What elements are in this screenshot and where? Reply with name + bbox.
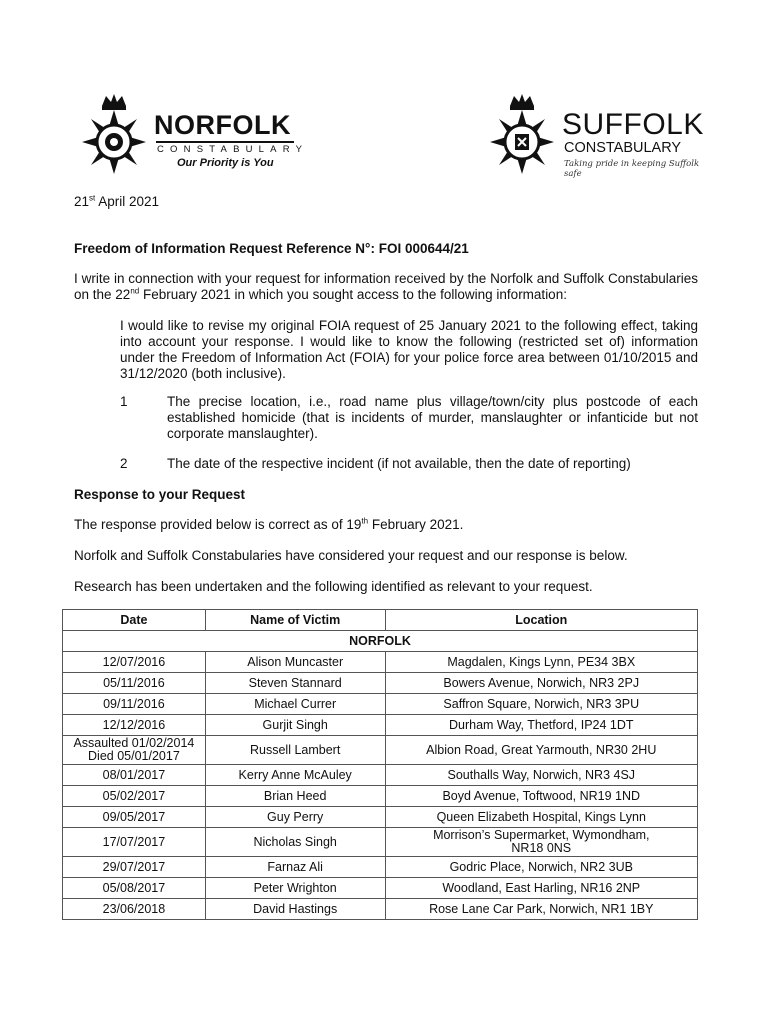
- cell-location: Magdalen, Kings Lynn, PE34 3BX: [385, 652, 697, 673]
- suffolk-subtitle: CONSTABULARY: [564, 140, 682, 156]
- foi-reference: Freedom of Information Request Reference N°: FOI 000644/21: [74, 241, 469, 256]
- table-row: [63, 786, 698, 807]
- table-row: [63, 828, 698, 857]
- table-row: [63, 807, 698, 828]
- cell-date: 29/07/2017: [63, 857, 206, 878]
- cell-location: Godric Place, Norwich, NR2 3UB: [385, 857, 697, 878]
- cell-name: Russell Lambert: [205, 736, 385, 765]
- cell-location: Saffron Square, Norwich, NR3 3PU: [385, 694, 697, 715]
- region-row: [63, 631, 698, 652]
- table-row: [63, 652, 698, 673]
- cell-location: Boyd Avenue, Toftwood, NR19 1ND: [385, 786, 697, 807]
- request-item-text: The precise location, i.e., road name plus village/town/city plus postcode of each established homicide (that is incidents of murder, manslaughter or infanticide but not corporate manslaughter).: [167, 394, 698, 441]
- request-item-number: 2: [120, 456, 128, 471]
- cell-name: David Hastings: [205, 899, 385, 920]
- cell-date: 09/05/2017: [63, 807, 206, 828]
- suffolk-crest-icon: [486, 92, 558, 176]
- region-label: NORFOLK: [63, 631, 698, 652]
- cell-location: Woodland, East Harling, NR16 2NP: [385, 878, 697, 899]
- intro-paragraph: I write in connection with your request for information received by the Norfolk and Suffolk Constabularies on the 22nd February 2021 in which you sought access to the following information:: [74, 271, 698, 302]
- column-header-location: Location: [385, 610, 697, 631]
- cell-name: Michael Currer: [205, 694, 385, 715]
- research-paragraph: Research has been undertaken and the following identified as relevant to your request.: [74, 579, 593, 594]
- cell-location: Queen Elizabeth Hospital, Kings Lynn: [385, 807, 697, 828]
- cell-location: Southalls Way, Norwich, NR3 4SJ: [385, 765, 697, 786]
- cell-name: Nicholas Singh: [205, 828, 385, 857]
- request-item-number: 1: [120, 394, 128, 409]
- table-row: [63, 765, 698, 786]
- table-row: [63, 715, 698, 736]
- cell-date: 05/11/2016: [63, 673, 206, 694]
- norfolk-subtitle: CONSTABULARY: [157, 144, 309, 155]
- cell-location: Morrison’s Supermarket, Wymondham, NR18 0NS: [385, 828, 697, 857]
- cell-location: Rose Lane Car Park, Norwich, NR1 1BY: [385, 899, 697, 920]
- cell-date: 23/06/2018: [63, 899, 206, 920]
- response-heading: Response to your Request: [74, 487, 246, 502]
- norfolk-constabulary-logo: [78, 92, 309, 176]
- table-row: [63, 694, 698, 715]
- cell-name: Guy Perry: [205, 807, 385, 828]
- cell-name: Gurjit Singh: [205, 715, 385, 736]
- homicide-table: [62, 609, 698, 920]
- request-paragraph: I would like to revise my original FOIA request of 25 January 2021 to the following effect, taking into account your response. I would like to know the following (restricted set of) information under the Freedom of Information Act (FOIA) for your police force area between 01/10/2015 and 31/12/2020 (both inclusive).: [120, 318, 698, 381]
- cell-name: Steven Stannard: [205, 673, 385, 694]
- cell-location: Albion Road, Great Yarmouth, NR30 2HU: [385, 736, 697, 765]
- letter-date: 21st April 2021: [74, 193, 160, 209]
- cell-date: 12/12/2016: [63, 715, 206, 736]
- table-header-row: [63, 610, 698, 631]
- response-date-paragraph: The response provided below is correct as of 19th February 2021.: [74, 516, 464, 532]
- table-row: [63, 736, 698, 765]
- cell-name: Farnaz Ali: [205, 857, 385, 878]
- request-item-text: The date of the respective incident (if not available, then the date of reporting): [167, 456, 631, 471]
- cell-date: Assaulted 01/02/2014 Died 05/01/2017: [63, 736, 206, 765]
- cell-name: Peter Wrighton: [205, 878, 385, 899]
- cell-location: Durham Way, Thetford, IP24 1DT: [385, 715, 697, 736]
- cell-name: Brian Heed: [205, 786, 385, 807]
- norfolk-crest-icon: [78, 92, 150, 176]
- suffolk-wordmark: SUFFOLK: [562, 108, 704, 141]
- suffolk-tagline: Taking pride in keeping Suffolk safe: [564, 159, 700, 179]
- considered-paragraph: Norfolk and Suffolk Constabularies have considered your request and our response is below.: [74, 548, 628, 563]
- norfolk-logo-divider: [156, 141, 294, 143]
- cell-date: 12/07/2016: [63, 652, 206, 673]
- table-row: [63, 857, 698, 878]
- cell-date: 08/01/2017: [63, 765, 206, 786]
- suffolk-constabulary-logo: [486, 92, 708, 179]
- column-header-date: Date: [63, 610, 206, 631]
- cell-location: Bowers Avenue, Norwich, NR3 2PJ: [385, 673, 697, 694]
- cell-date: 17/07/2017: [63, 828, 206, 857]
- table-row: [63, 878, 698, 899]
- table-row: [63, 673, 698, 694]
- cell-date: 05/08/2017: [63, 878, 206, 899]
- cell-name: Kerry Anne McAuley: [205, 765, 385, 786]
- cell-date: 05/02/2017: [63, 786, 206, 807]
- table-row: [63, 899, 698, 920]
- cell-name: Alison Muncaster: [205, 652, 385, 673]
- column-header-name: Name of Victim: [205, 610, 385, 631]
- cell-date: 09/11/2016: [63, 694, 206, 715]
- norfolk-wordmark: NORFOLK: [154, 110, 291, 140]
- norfolk-tagline: Our Priority is You: [177, 157, 274, 169]
